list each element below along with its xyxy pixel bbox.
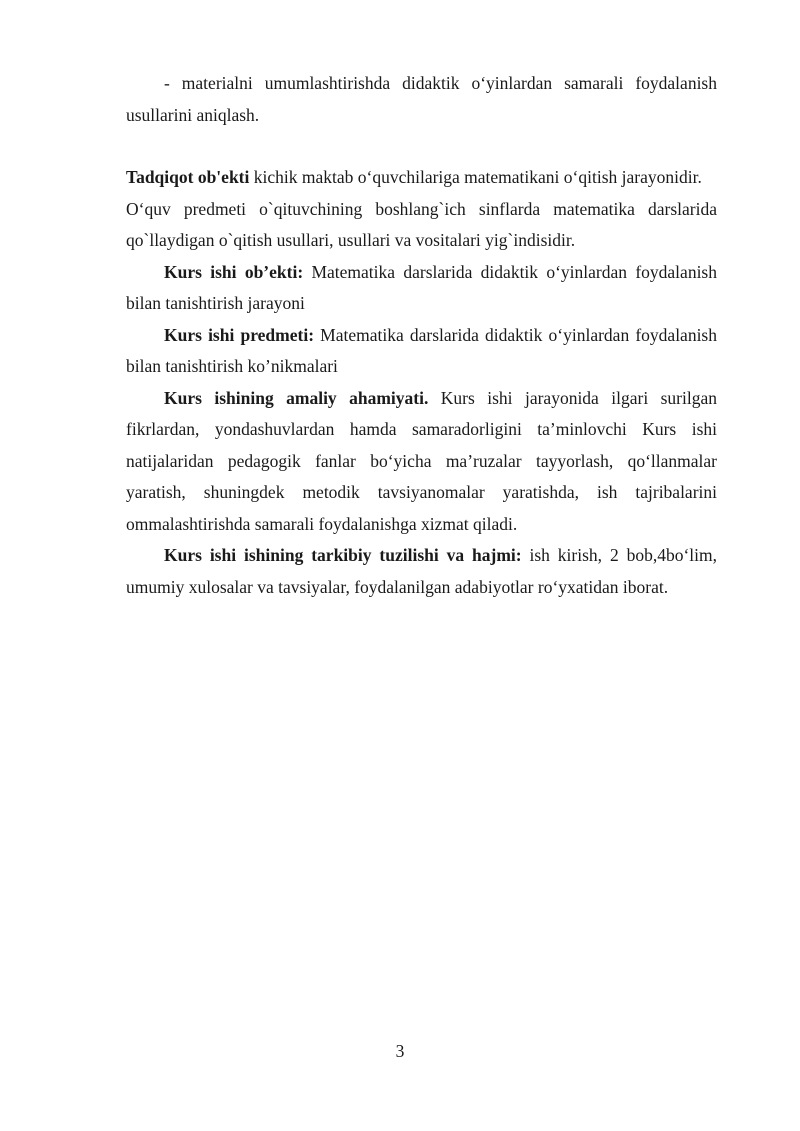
course-subject-heading: Kurs ishi predmeti: bbox=[164, 324, 315, 345]
research-object-heading: Tadqiqot ob'ekti bbox=[126, 167, 250, 187]
paragraph-research-object bbox=[126, 162, 717, 194]
course-object-heading: Kurs ishi ob’ekti: bbox=[164, 261, 304, 282]
structure-text: ish kirish, 2 bob,4bo‘lim, umumiy xulosalar va tavsiyalar, foydalanilgan adabiyotlar ro‘yxatidan iborat. bbox=[126, 545, 717, 597]
paragraph-structure bbox=[126, 540, 717, 603]
structure-heading: Kurs ishi ishining tarkibiy tuzilishi va hajmi: bbox=[164, 545, 522, 565]
course-object-text: Matematika darslarida didaktik o‘yinlardan foydalanish bilan tanishtirish jarayoni bbox=[126, 261, 717, 313]
paragraph-goal: - materialni umumlashtirishda didaktik o‘yinlardan samarali foydalanish usullarini aniqlash. bbox=[126, 73, 717, 125]
research-object-text: kichik maktab o‘quvchilariga matematikani o‘qitish jarayonidir. bbox=[249, 167, 702, 187]
paragraph-course-subject bbox=[126, 320, 717, 383]
paragraph-course-object bbox=[126, 257, 717, 320]
course-subject-text: Matematika darslarida didaktik o‘yinlardan foydalanish bilan tanishtirish ko’nikmalari bbox=[126, 324, 717, 376]
paragraph-practical-significance bbox=[126, 383, 717, 541]
document-body bbox=[126, 68, 717, 603]
paragraph-spacer bbox=[126, 131, 717, 162]
page-number: 3 bbox=[395, 1041, 405, 1061]
practical-significance-text: Kurs ishi jarayonida ilgari surilgan fikrlardan, yondashuvlardan hamda samaradorligini ta’minlovchi Kurs ishi natijalaridan pedagogik fanlar bo‘yicha ma’ruzalar tayyorlash, qo‘llanmalar yaratish, shuningdek metodik tavsiyanomalar yaratishda, ish tajribalarini ommalashtirishda samarali foydalanishga xizmat qiladi. bbox=[126, 387, 717, 534]
paragraph-subject: O‘quv predmeti o`qituvchining boshlang`ich sinflarda matematika darslarida qo`llaydigan o`qitish usullari, usullari va vositalari yig`indisidir. bbox=[126, 198, 717, 250]
practical-significance-heading: Kurs ishining amaliy ahamiyati. bbox=[164, 387, 429, 408]
